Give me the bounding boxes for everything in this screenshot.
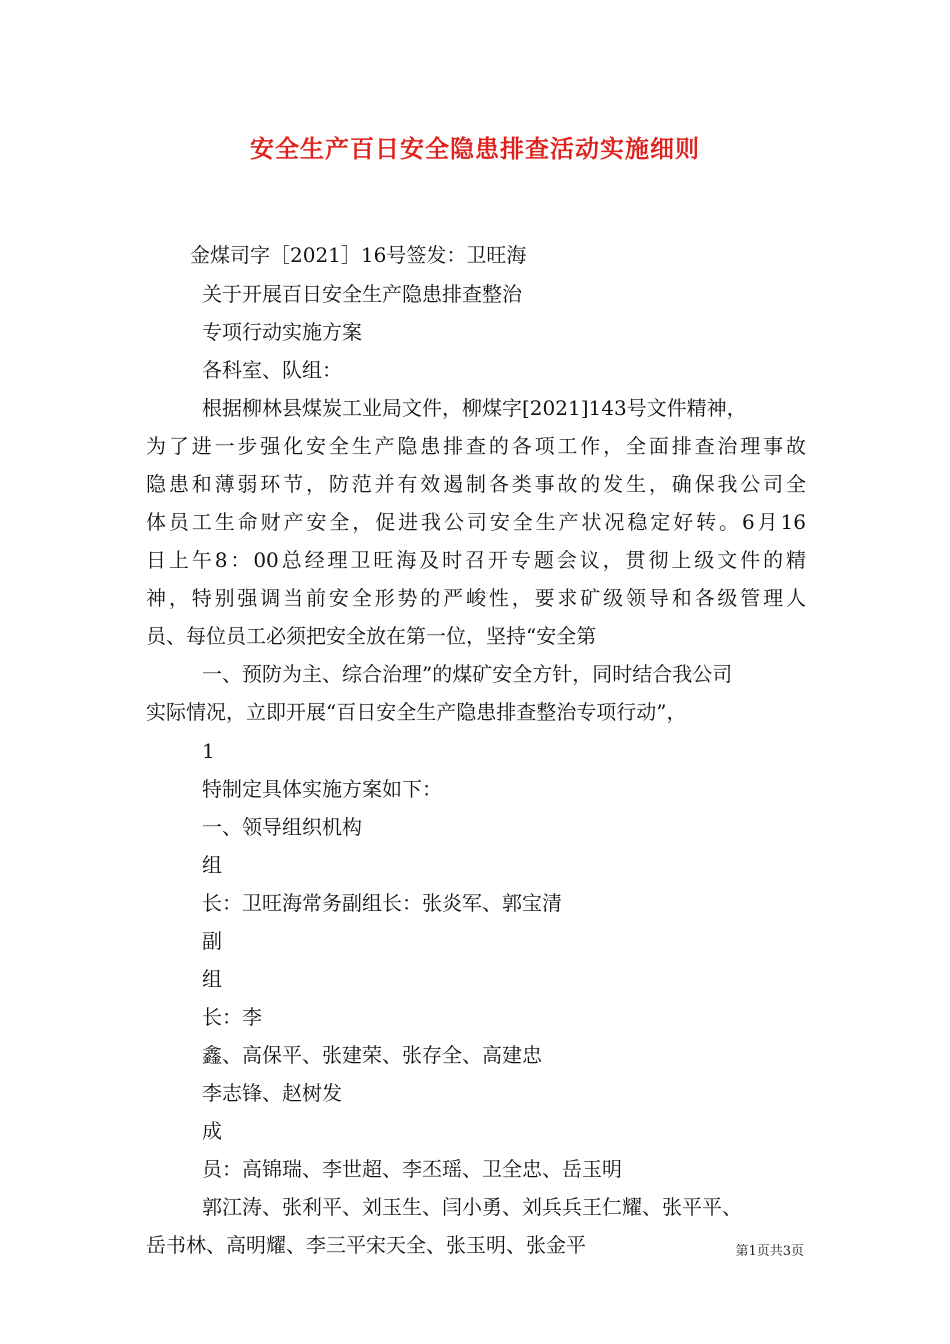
body-paragraph-line: 一、预防为主、综合治理”的煤矿安全方针，同时结合我公司 [202, 662, 733, 686]
org-list-line: 副 [202, 929, 222, 953]
org-list-line: 组 [202, 967, 222, 991]
document-number-line: 金煤司字［2021］16号签发：卫旺海 [190, 243, 527, 267]
body-paragraph-line: 隐患和薄弱环节，防范并有效遏制各类事故的发生，确保我公司全 [146, 472, 806, 496]
body-paragraph-line: 根据柳林县煤炭工业局文件，柳煤字[2021]143号文件精神， [202, 396, 747, 420]
org-list-line: 员：高锦瑞、李世超、李丕瑶、卫全忠、岳玉明 [202, 1157, 622, 1181]
body-paragraph-line: 特制定具体实施方案如下： [202, 777, 442, 801]
notice-title-line-1: 关于开展百日安全生产隐患排查整治 [202, 282, 522, 306]
inline-page-number: 1 [202, 739, 215, 763]
body-paragraph-line: 神，特别强调当前安全形势的严峻性，要求矿级领导和各级管理人 [146, 586, 806, 610]
org-list-line: 长：卫旺海常务副组长：张炎军、郭宝清 [202, 891, 562, 915]
org-list-line: 组 [202, 853, 222, 877]
body-paragraph-line: 体员工生命财产安全，促进我公司安全生产状况稳定好转。6月16 [146, 510, 806, 534]
org-list-line: 郭江涛、张利平、刘玉生、闫小勇、刘兵兵王仁耀、张平平、 [202, 1195, 742, 1219]
document-title: 安全生产百日安全隐患排查活动实施细则 [250, 134, 700, 163]
section-heading: 一、领导组织机构 [202, 815, 362, 839]
org-list-line: 岳书林、高明耀、李三平宋天全、张玉明、张金平 [146, 1233, 586, 1257]
body-paragraph-line: 实际情况，立即开展“百日安全生产隐患排查整治专项行动”， [146, 700, 687, 724]
org-list-line: 鑫、高保平、张建荣、张存全、高建忠 [202, 1043, 542, 1067]
body-paragraph-line: 员、每位员工必须把安全放在第一位，坚持“安全第 [146, 624, 597, 648]
org-list-line: 成 [202, 1119, 222, 1143]
body-paragraph-line: 日上午8：00总经理卫旺海及时召开专题会议，贯彻上级文件的精 [146, 548, 806, 572]
salutation: 各科室、队组： [202, 358, 342, 382]
page-indicator: 第1页共3页 [735, 1244, 804, 1259]
org-list-line: 李志锋、赵树发 [202, 1081, 342, 1105]
org-list-line: 长：李 [202, 1005, 262, 1029]
body-paragraph-line: 为了进一步强化安全生产隐患排查的各项工作，全面排查治理事故 [146, 434, 806, 458]
notice-title-line-2: 专项行动实施方案 [202, 320, 362, 344]
